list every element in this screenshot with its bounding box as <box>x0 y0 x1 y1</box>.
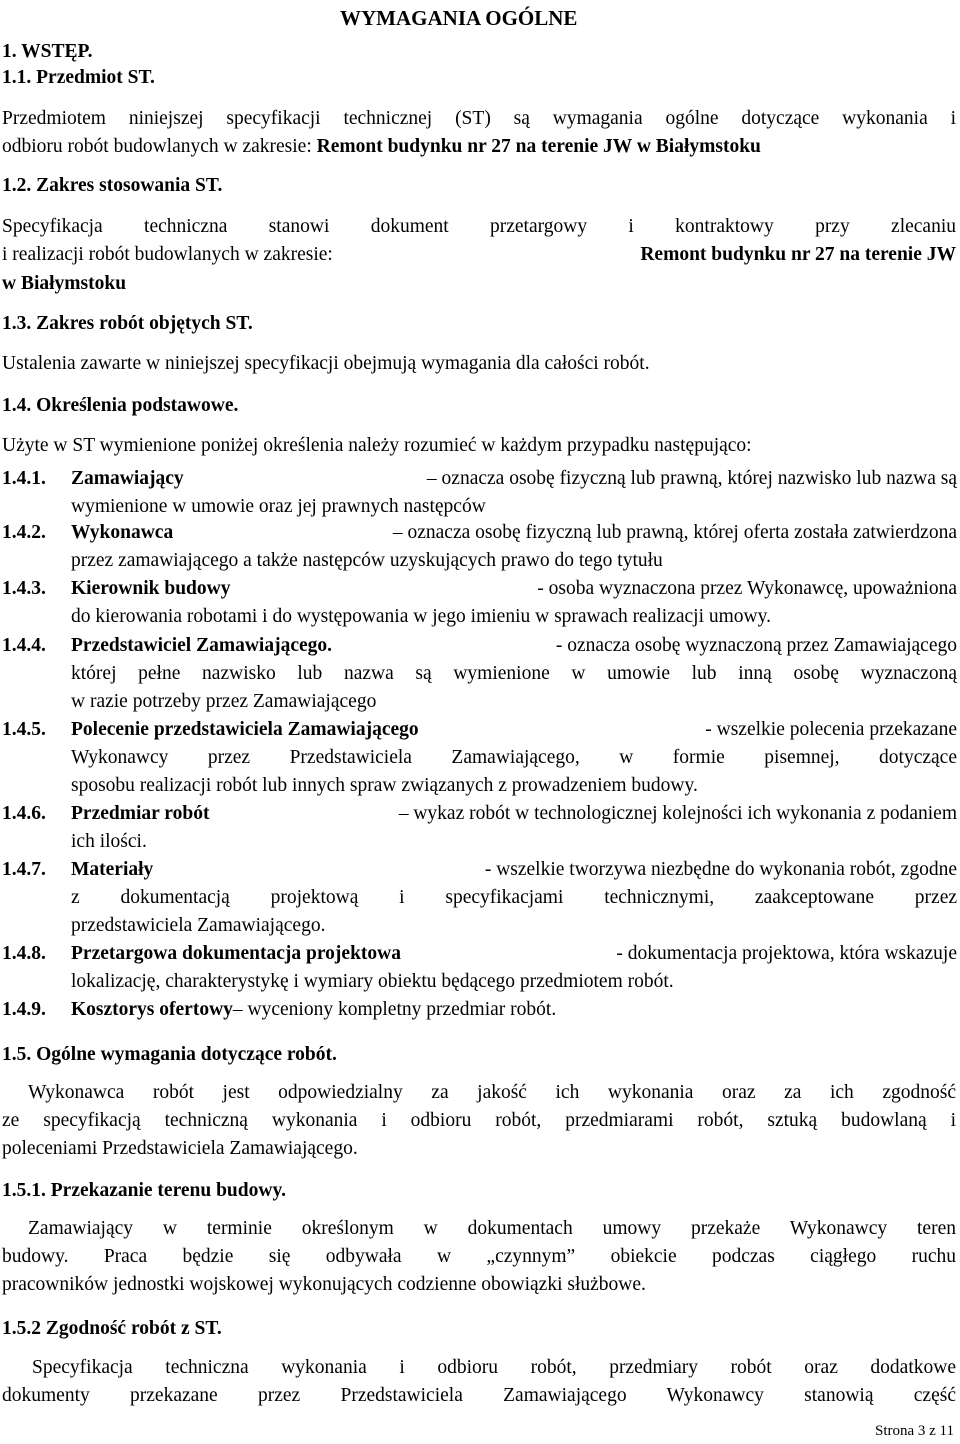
definition-number: 1.4.9. <box>2 999 46 1020</box>
definition-description: wyceniony kompletny przedmiar robót. <box>247 999 557 1020</box>
definition-term: Przetargowa dokumentacja projektowa <box>71 943 401 964</box>
definition-line-1 <box>71 716 957 744</box>
definition-term: Zamawiający <box>71 468 184 489</box>
definition-line-2: ich ilości. <box>71 831 147 852</box>
paragraph-7-line-1: Specyfikacja techniczna wykonania i odbioru robót, przedmiary robót oraz dodatkowe <box>32 1357 956 1378</box>
heading-1-2: 1.2. Zakres stosowania ST. <box>2 175 223 196</box>
definition-number: 1.4.6. <box>2 803 46 824</box>
heading-1: 1. WSTĘP. <box>2 41 93 62</box>
definition-description: oznacza osobę fizyczną lub prawną, której nazwisko lub nazwa są <box>441 468 957 489</box>
paragraph-2-line-3: w Białymstoku <box>2 273 127 294</box>
definition-text <box>233 996 556 1024</box>
heading-1-1: 1.1. Przedmiot ST. <box>2 67 155 88</box>
definition-term: Wykonawca <box>71 522 174 543</box>
heading-1-4: 1.4. Określenia podstawowe. <box>2 395 239 416</box>
definition-text <box>537 575 957 603</box>
definition-number: 1.4.1. <box>2 468 46 489</box>
definition-description: dokumentacja projektowa, która wskazuje <box>627 943 957 964</box>
definition-number: 1.4.8. <box>2 943 46 964</box>
definition-line-1 <box>71 940 957 968</box>
paragraph-1-line-1: Przedmiotem niniejszej specyfikacji technicznej (ST) są wymagania ogólne dotyczące wykonania i <box>2 108 956 129</box>
definition-line-2: lokalizację, charakterystykę i wymiary obiektu będącego przedmiotem robót. <box>71 971 674 992</box>
definition-number: 1.4.3. <box>2 578 46 599</box>
definition-line-1 <box>71 465 957 493</box>
definition-line-2: której pełne nazwisko lub nazwa są wymienione w umowie lub inną osobę wyznaczoną <box>71 663 957 684</box>
definition-text <box>485 856 957 884</box>
definition-number: 1.4.5. <box>2 719 46 740</box>
definition-separator: – <box>398 803 414 824</box>
definition-line-2: do kierowania robotami i do występowania w jego imieniu w sprawach realizacji umowy. <box>71 606 771 627</box>
definition-separator: - <box>484 859 497 880</box>
paragraph-6-line-3: pracowników jednostki wojskowej wykonujących codzienne obowiązki służbowe. <box>2 1274 646 1295</box>
paragraph-1-line-2 <box>2 133 761 161</box>
definition-number: 1.4.7. <box>2 859 46 880</box>
definition-description: oznacza osobę wyznaczoną przez Zamawiającego <box>567 635 957 656</box>
definition-description: wykaz robót w technologicznej kolejności ich wykonania z podaniem <box>413 803 957 824</box>
definition-text <box>427 465 957 493</box>
paragraph-3: Ustalenia zawarte w niniejszej specyfikacji obejmują wymagania dla całości robót. <box>2 353 650 374</box>
paragraph-2-bold: Remont budynku nr 27 na terenie JW <box>640 244 956 265</box>
definition-description: osoba wyznaczona przez Wykonawcę, upoważniona <box>548 578 957 599</box>
heading-1-5-1: 1.5.1. Przekazanie terenu budowy. <box>2 1180 287 1201</box>
definition-description: wszelkie polecenia przekazane <box>716 719 957 740</box>
definition-text <box>399 800 957 828</box>
heading-1-5-2: 1.5.2 Zgodność robót z ST. <box>2 1318 222 1339</box>
definition-text <box>556 632 957 660</box>
heading-1-5: 1.5. Ogólne wymagania dotyczące robót. <box>2 1044 337 1065</box>
definition-line-1 <box>71 996 957 1024</box>
definition-line-1 <box>71 632 957 660</box>
paragraph-7-line-2: dokumenty przekazane przez Przedstawiciela Zamawiającego Wykonawcy stanowią część <box>2 1385 956 1406</box>
heading-1-3: 1.3. Zakres robót objętych ST. <box>2 313 253 334</box>
definition-description: wszelkie tworzywa niezbędne do wykonania robót, zgodne <box>496 859 957 880</box>
definition-term: Przedstawiciel Zamawiającego. <box>71 635 333 656</box>
definition-number: 1.4.2. <box>2 522 46 543</box>
definition-term: Materiały <box>71 859 154 880</box>
definition-separator: - <box>537 578 549 599</box>
definition-separator: – <box>426 468 442 489</box>
definition-term: Polecenie przedstawiciela Zamawiającego <box>71 719 419 740</box>
paragraph-5-line-1: Wykonawca robót jest odpowiedzialny za jakość ich wykonania oraz za ich zgodność <box>28 1082 956 1103</box>
definition-description: oznacza osobę fizyczną lub prawną, której oferta została zatwierdzona <box>407 522 957 543</box>
paragraph-5-line-3: poleceniami Przedstawiciela Zamawiającego. <box>2 1138 358 1159</box>
main-title: WYMAGANIA OGÓLNE <box>340 6 578 30</box>
paragraph-4: Użyte w ST wymienione poniżej określenia należy rozumieć w każdym przypadku następująco: <box>2 435 752 456</box>
paragraph-6-line-2: budowy. Praca będzie się odbywała w „czynnym” obiekcie podczas ciągłego ruchu <box>2 1246 956 1267</box>
definition-term: Kierownik budowy <box>71 578 231 599</box>
definition-separator: – <box>392 522 408 543</box>
definition-number: 1.4.4. <box>2 635 46 656</box>
definition-line-3: sposobu realizacji robót lub innych spraw związanych z prowadzeniem budowy. <box>71 775 698 796</box>
definition-line-1 <box>71 800 957 828</box>
paragraph-5-line-2: ze specyfikacją techniczną wykonania i odbioru robót, przedmiarami robót, sztuką budowlaną i <box>2 1110 956 1131</box>
definition-line-1 <box>71 856 957 884</box>
definition-term: Przedmiar robót <box>71 803 210 824</box>
definition-line-1 <box>71 519 957 547</box>
definition-text <box>616 940 957 968</box>
paragraph-2-line-1: Specyfikacja techniczna stanowi dokument przetargowy i kontraktowy przy zlecaniu <box>2 216 956 237</box>
definition-separator: – <box>232 999 248 1020</box>
paragraph-1-bold: Remont budynku nr 27 na terenie JW w Białymstoku <box>316 136 761 157</box>
definition-line-3: przedstawiciela Zamawiającego. <box>71 915 326 936</box>
definition-line-2: Wykonawcy przez Przedstawiciela Zamawiającego, w formie pisemnej, dotyczące <box>71 747 957 768</box>
paragraph-2-text: i realizacji robót budowlanych w zakresie: <box>2 244 333 265</box>
definition-line-1 <box>71 575 957 603</box>
definition-separator: - <box>705 719 717 740</box>
definition-text <box>705 716 957 744</box>
definition-line-2: wymienione w umowie oraz jej prawnych następców <box>71 496 486 517</box>
definition-separator: - <box>555 635 568 656</box>
definition-line-3: w razie potrzeby przez Zamawiającego <box>71 691 377 712</box>
paragraph-2-line-2 <box>2 241 956 269</box>
definition-text <box>393 519 957 547</box>
page-footer: Strona 3 z 11 <box>874 1423 954 1439</box>
paragraph-6-line-1: Zamawiający w terminie określonym w dokumentach umowy przekaże Wykonawcy teren <box>28 1218 956 1239</box>
definition-separator: - <box>616 943 628 964</box>
definition-line-2: z dokumentacją projektową i specyfikacjami technicznymi, zaakceptowane przez <box>71 887 957 908</box>
definition-line-2: przez zamawiającego a także następców uzyskujących prawo do tego tytułu <box>71 550 663 571</box>
paragraph-1-text: odbioru robót budowlanych w zakresie: <box>2 136 317 157</box>
definition-term: Kosztorys ofertowy <box>71 999 233 1020</box>
